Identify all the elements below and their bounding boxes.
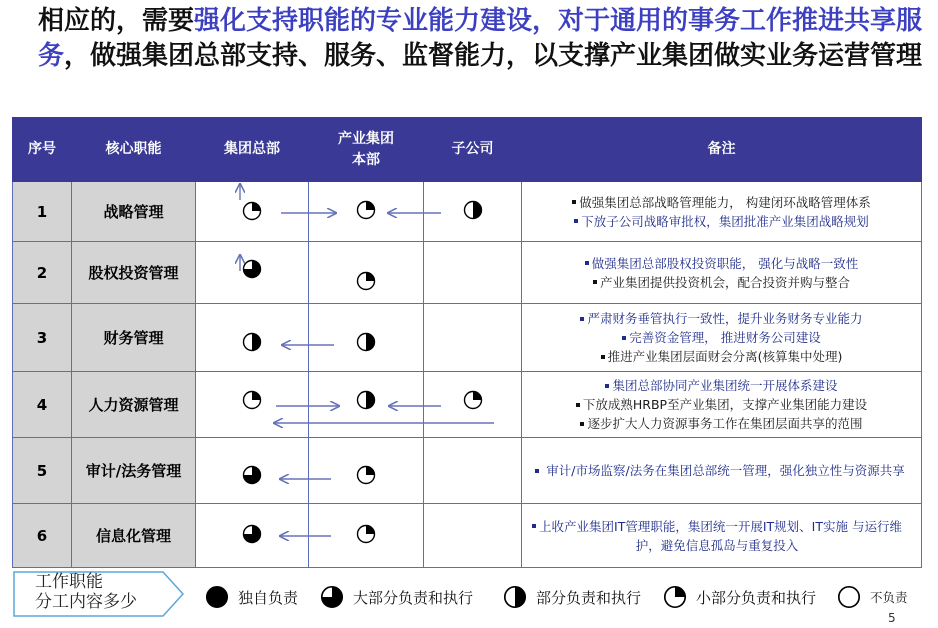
legend-item-three-quarter: 大部分负责和执行 [320,585,473,609]
three-quarter-circle-icon [242,465,262,485]
table-row [13,372,922,438]
legend-item-full: 独自负责 [205,585,298,609]
hq-cell [196,438,309,504]
hq-cell [196,182,309,242]
hq-cell [196,304,309,372]
industry-group-cell [309,182,424,242]
half-circle-icon [242,332,262,352]
legend-item-empty: 不负责 [837,585,908,609]
row-function: 信息化管理 [72,504,196,568]
row-notes [522,504,922,568]
quarter-circle-icon [356,465,376,485]
header-industry-group [309,118,424,182]
header-num: 序号 [13,118,72,182]
legend-item-quarter: 小部分负责和执行 [663,585,816,609]
slide-title [38,4,928,74]
subsidiary-cell [424,242,522,304]
note-line: 严肃财务垂管执行一致性，提升业务财务专业能力 [522,309,921,328]
table-row [13,504,922,568]
half-circle-icon [356,332,376,352]
title-part-1: 相应的，需要 [38,6,195,36]
header-group-hq: 集团总部 [196,118,309,182]
quarter-circle-icon [242,201,262,221]
page-number: 5 [888,611,896,625]
full-circle-icon [205,585,229,609]
quarter-circle-icon [356,200,376,220]
note-line: 逐步扩大人力资源事务工作在集团层面共享的范围 [522,414,921,433]
empty-circle-icon [837,585,861,609]
row-notes [522,372,922,438]
three-quarter-circle-icon [320,585,344,609]
header-core-function: 核心职能 [72,118,196,182]
row-number: 2 [13,242,72,304]
table-row [13,304,922,372]
table-header-row [13,118,922,182]
hq-cell [196,504,309,568]
row-function: 战略管理 [72,182,196,242]
industry-group-cell [309,504,424,568]
row-function: 审计/法务管理 [72,438,196,504]
subsidiary-cell [424,504,522,568]
three-quarter-circle-icon [242,259,262,279]
table-row [13,182,922,242]
three-quarter-circle-icon [242,524,262,544]
quarter-circle-icon [463,390,483,410]
subsidiary-cell [424,304,522,372]
header-industry-group-line2: 本部 [352,151,380,168]
industry-group-cell [309,438,424,504]
row-number: 5 [13,438,72,504]
row-notes [522,304,922,372]
table-row [13,438,922,504]
subsidiary-cell [424,182,522,242]
row-function: 人力资源管理 [72,372,196,438]
header-subsidiary: 子公司 [424,118,522,182]
row-notes [522,438,922,504]
industry-group-cell [309,304,424,372]
row-notes [522,242,922,304]
note-line: 产业集团提供投资机会，配合投资并购与整合 [522,273,921,292]
row-function: 财务管理 [72,304,196,372]
subsidiary-cell [424,438,522,504]
note-line: 推进产业集团层面财会分离(核算集中处理) [522,347,921,366]
row-number: 1 [13,182,72,242]
note-line: 集团总部协同产业集团统一开展体系建设 [522,376,921,395]
note-line: 完善资金管理， 推进财务公司建设 [522,328,921,347]
title-highlight: 强化支持职能的专业能力建设，对于通用的事务工作推进共享服务 [38,6,923,71]
hq-cell [196,372,309,438]
legend-item-half: 部分负责和执行 [503,585,641,609]
function-division-table [12,117,922,568]
row-number: 6 [13,504,72,568]
industry-group-cell [309,242,424,304]
row-function: 股权投资管理 [72,242,196,304]
quarter-circle-icon [356,271,376,291]
subsidiary-cell [424,372,522,438]
row-notes [522,182,922,242]
note-line: 审计/市场监察/法务在集团总部统一管理，强化独立性与资源共享 [522,461,910,480]
note-line: 下放成熟HRBP至产业集团，支撑产业集团能力建设 [522,395,921,414]
half-circle-icon [463,200,483,220]
table-row [13,242,922,304]
note-line: 做强集团总部战略管理能力， 构建闭环战略管理体系 [522,193,921,212]
header-industry-group-line1: 产业集团 [338,130,394,147]
industry-group-cell [309,372,424,438]
hq-cell [196,242,309,304]
legend-label-box [13,571,185,617]
row-number: 3 [13,304,72,372]
title-part-3: ，做强集团总部支持、服务、监督能力，以支撑产业集团做实业务运营管理 [64,41,923,71]
legend-label: 工作职能 分工内容多少 [35,572,137,612]
half-circle-icon [503,585,527,609]
row-number: 4 [13,372,72,438]
quarter-circle-icon [663,585,687,609]
header-notes: 备注 [522,118,922,182]
note-line: 上收产业集团IT管理职能，集团统一开展IT规划、IT实施 与运行维护，避免信息孤岛与重复投入 [522,517,912,555]
half-circle-icon [356,390,376,410]
quarter-circle-icon [356,524,376,544]
note-line: 做强集团总部股权投资职能， 强化与战略一致性 [522,254,921,273]
note-line: 下放子公司战略审批权，集团批准产业集团战略规划 [522,212,921,231]
quarter-circle-icon [242,390,262,410]
